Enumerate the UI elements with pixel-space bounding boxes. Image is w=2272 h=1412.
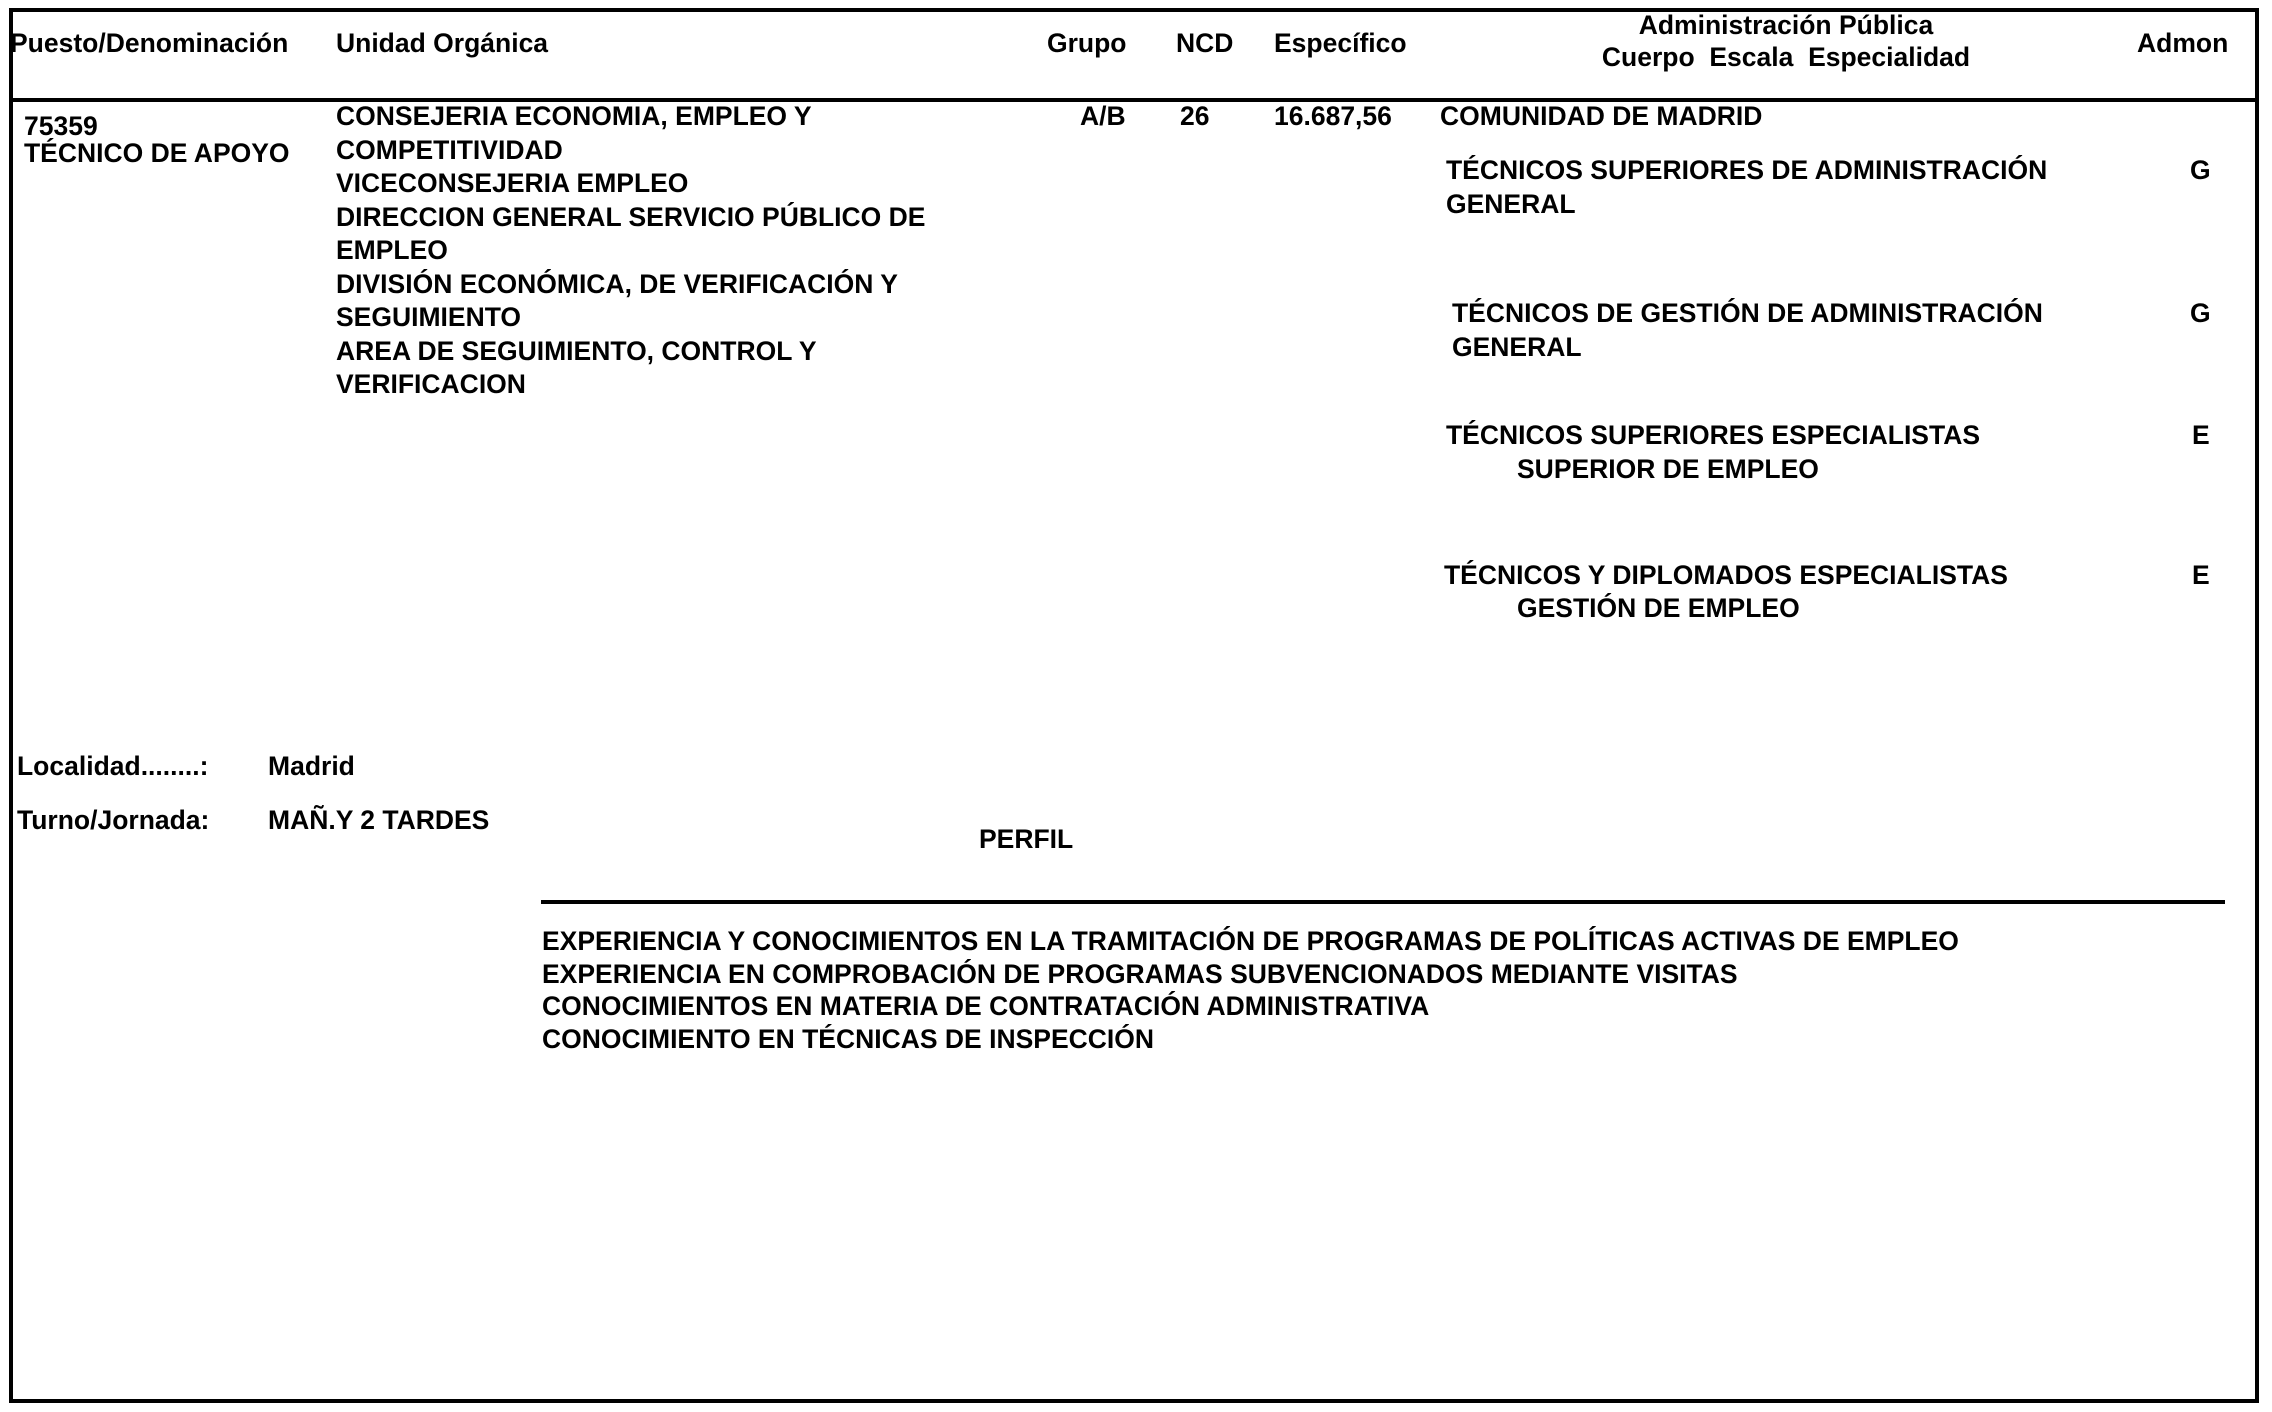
unidad-line: DIVISIÓN ECONÓMICA, DE VERIFICACIÓN Y — [336, 268, 898, 299]
puesto-denominacion: TÉCNICO DE APOYO — [24, 138, 290, 168]
unidad-line: CONSEJERIA ECONOMIA, EMPLEO Y — [336, 101, 812, 131]
unidad-line: COMPETITIVIDAD — [336, 134, 563, 165]
header-admin-publica: Administración Pública — [1638, 10, 1934, 40]
perfil-divider — [541, 900, 2225, 904]
administracion-value: COMUNIDAD DE MADRID — [1440, 101, 1763, 131]
header-unidad: Unidad Orgánica — [336, 28, 549, 58]
unidad-line: VICECONSEJERIA EMPLEO — [336, 168, 689, 198]
cuerpo-2-line2: GENERAL — [1452, 332, 1582, 362]
ncd-value: 26 — [1180, 101, 1210, 131]
unidad-line: VERIFICACION — [336, 369, 526, 399]
unidad-line: SEGUIMIENTO — [336, 302, 522, 332]
cuerpo-2-admon: G — [2190, 298, 2211, 328]
unidad-organica — [336, 100, 925, 402]
puesto-code: 75359 — [24, 111, 98, 141]
header-ncd: NCD — [1176, 28, 1234, 58]
perfil-item: EXPERIENCIA Y CONOCIMIENTOS EN LA TRAMITACIÓN DE PROGRAMAS DE POLÍTICAS ACTIVAS DE EMPLEO — [542, 926, 1959, 956]
cuerpo-1-line2: GENERAL — [1446, 189, 1576, 219]
cuerpo-3-line2: SUPERIOR DE EMPLEO — [1517, 454, 1819, 484]
header-grupo: Grupo — [1047, 28, 1127, 58]
cuerpo-2-line1: TÉCNICOS DE GESTIÓN DE ADMINISTRACIÓN — [1452, 298, 2043, 328]
cuerpo-1-admon: G — [2190, 155, 2211, 185]
grupo-value: A/B — [1080, 101, 1126, 131]
cuerpo-4-line1: TÉCNICOS Y DIPLOMADOS ESPECIALISTAS — [1444, 560, 2008, 590]
localidad-label: Localidad........: — [17, 751, 209, 781]
turno-label: Turno/Jornada: — [17, 805, 210, 835]
cuerpo-4-admon: E — [2192, 560, 2210, 590]
perfil-item: CONOCIMIENTOS EN MATERIA DE CONTRATACIÓN ADMINISTRATIVA — [542, 991, 1430, 1021]
unidad-line: EMPLEO — [336, 235, 448, 265]
perfil-list — [542, 925, 1959, 1055]
cuerpo-4-line2: GESTIÓN DE EMPLEO — [1517, 593, 1800, 623]
header-admon: Admon — [2137, 28, 2229, 58]
perfil-item: EXPERIENCIA EN COMPROBACIÓN DE PROGRAMAS SUBVENCIONADOS MEDIANTE VISITAS — [542, 958, 1738, 989]
cuerpo-3-line1: TÉCNICOS SUPERIORES ESPECIALISTAS — [1446, 420, 1981, 450]
header-puesto: Puesto/Denominación — [10, 28, 289, 58]
unidad-line: DIRECCION GENERAL SERVICIO PÚBLICO DE — [336, 201, 926, 232]
turno-value: MAÑ.Y 2 TARDES — [268, 805, 490, 835]
perfil-label: PERFIL — [979, 824, 1074, 854]
especifico-value: 16.687,56 — [1274, 101, 1392, 131]
perfil-item: CONOCIMIENTO EN TÉCNICAS DE INSPECCIÓN — [542, 1023, 1155, 1054]
header-cuerpo-escala: Cuerpo Escala Especialidad — [1601, 42, 1971, 72]
localidad-value: Madrid — [268, 751, 355, 781]
header-especifico: Específico — [1274, 28, 1407, 58]
unidad-line: AREA DE SEGUIMIENTO, CONTROL Y — [336, 335, 817, 366]
cuerpo-3-admon: E — [2192, 420, 2210, 450]
cuerpo-1-line1: TÉCNICOS SUPERIORES DE ADMINISTRACIÓN — [1446, 155, 2048, 185]
